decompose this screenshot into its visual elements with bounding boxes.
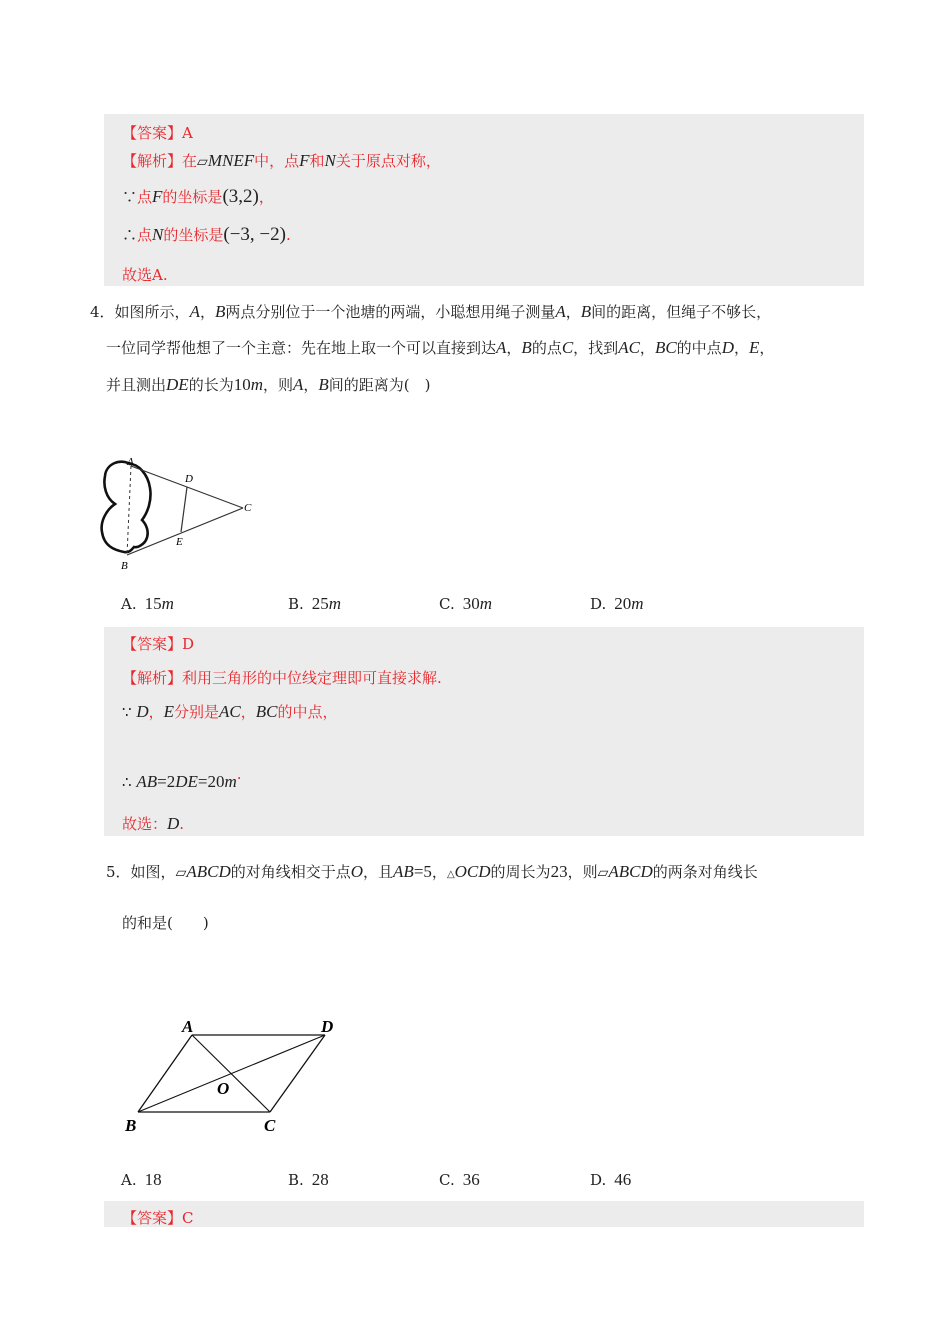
q5-parallelogram-figure [120,1010,350,1138]
math-var: AC [219,702,241,721]
answer-value: C [182,1209,194,1227]
q4-analysis-line [122,667,442,688]
analysis-tag: 【解析】 [122,152,183,170]
text: 一位同学帮他想了一个主意：先在地上取一个可以直接到达 [106,339,497,357]
option-value: 30 [462,594,480,613]
question-number: 5． [106,863,131,881]
math-var: A [555,302,566,321]
math-var: MNEF [207,151,255,170]
option-unit: m [328,594,342,613]
q3-because-line [122,186,274,208]
text: 故选： [122,815,168,833]
label-e: E [176,536,183,548]
math-var: ABCD [186,862,231,881]
answer-value: D [182,635,195,653]
q4-option-d[interactable] [590,594,644,614]
q5-option-b[interactable] [288,1170,329,1190]
text: ， [759,339,775,357]
option-letter: D. [590,1171,607,1189]
option-value: 18 [144,1170,162,1189]
math-var: AC [618,338,640,357]
text: ， [565,303,581,321]
therefore-symbol: ∴ [122,773,132,791]
label-b: B [121,560,128,572]
q5-option-d[interactable] [590,1170,631,1190]
math-var: E [163,702,175,721]
option-value: 46 [614,1170,632,1189]
answer-tag: 【答案】 [122,124,183,142]
math-var: E [748,338,760,357]
q4-choose-line [122,813,184,834]
segment-ab [127,466,131,555]
text: . [285,226,291,244]
q4-option-b[interactable] [288,594,341,614]
option-value: 20 [614,594,632,613]
number: 10 [233,375,251,394]
answer-tag: 【答案】 [122,1209,183,1227]
text: ，则 [567,863,598,881]
text: ， [258,188,274,206]
text: 间的距离，但绳子不够长， [591,303,772,321]
q5-line-2: 的和是( ) [122,914,209,932]
text: 的周长为 [490,863,551,881]
text: 的两条对角线长 [652,863,758,881]
option-unit: m [631,594,644,613]
math-var: D [167,814,180,833]
text: 在 [182,152,198,170]
q4-pond-figure [98,452,263,574]
text: ，且 [363,863,394,881]
text: 中，点 [254,152,300,170]
math-var: AB [136,772,158,791]
label-c: C [244,502,252,514]
option-value: 28 [311,1170,329,1189]
q4-because-line [122,701,338,722]
text: 两点分别位于一个池塘的两端，小聪想用绳子测量 [225,303,556,321]
q4-answer-line [122,633,194,654]
triangle-icon: △ [446,869,455,880]
text: 和 [309,152,325,170]
parallelogram-icon: ▱ [175,865,187,881]
math-var: DE [166,375,189,394]
text: ， [240,703,256,721]
math-var: m [224,772,237,791]
q4-line-1 [90,302,771,322]
coordinate: (3,2) [222,186,259,207]
text: 的坐标是 [162,188,223,206]
q4-option-a[interactable] [121,594,174,614]
text: 如图所示， [114,303,190,321]
math-var: B [521,338,532,357]
text: 如图， [130,863,176,881]
therefore-symbol: ∴ [122,226,138,244]
q3-answer-line [122,122,193,143]
text: 的中点 [676,339,722,357]
math-var: C [561,338,574,357]
math-var: BC [654,338,677,357]
q4-line-2 [106,338,774,358]
coordinate: (−3, −2) [223,224,286,245]
text: ， [303,376,319,394]
parallelogram-icon: ▱ [197,154,208,170]
analysis-text: 利用三角形的中位线定理即可直接求解. [182,669,442,687]
text: 的点 [531,339,562,357]
text: 点 [137,188,153,206]
because-symbol: ∵ [122,188,138,206]
math-expr: =2 [157,772,176,791]
q4-therefore-line [122,765,242,792]
question-number: 4． [90,303,115,321]
text: 并且测出 [106,376,167,394]
label-a: A [182,1017,194,1036]
option-letter: C. [439,1171,455,1189]
q4-line-3 [106,375,431,395]
text: ， [506,339,522,357]
math-var: OCD [454,862,491,881]
text: 的坐标是 [163,226,224,244]
text: . [236,765,242,783]
text: 间的距离为( ) [328,376,431,394]
text: 点 [137,226,153,244]
math-var: m [250,375,263,394]
math-var: N [152,225,164,244]
q5-option-c[interactable] [439,1170,480,1190]
option-letter: B. [288,595,304,613]
number: 23 [550,862,568,881]
because-symbol: ∵ [122,703,132,721]
text: . [179,815,185,833]
math-var: D [136,702,149,721]
text: ， [148,703,164,721]
q4-solution-box [104,627,864,836]
text: ， [639,339,655,357]
math-expr: =20 [197,772,225,791]
option-value: 25 [311,594,329,613]
q5-option-a[interactable] [121,1170,162,1190]
math-var: F [299,151,310,170]
math-var: A [189,302,200,321]
answer-tag: 【答案】 [122,635,183,653]
pond-outline [102,462,151,553]
math-var: A [496,338,507,357]
text: 的长为 [188,376,234,394]
segment-de [181,487,187,532]
q5-line-1 [106,862,758,885]
math-var: F [152,187,163,206]
label-c: C [264,1116,276,1135]
label-o: O [217,1079,230,1098]
math-var: BC [255,702,278,721]
option-value: 36 [462,1170,480,1189]
label-b: B [125,1116,137,1135]
math-expr: =5 [413,862,432,881]
label-d: D [185,473,193,485]
math-var: AB [393,862,414,881]
option-unit: m [479,594,492,613]
math-var: A [293,375,304,394]
q4-option-c[interactable] [439,594,492,614]
option-letter: B. [288,1171,304,1189]
math-var: ABCD [608,862,653,881]
q3-therefore-line [122,224,291,246]
text: ， [431,863,447,881]
q3-solution-box [104,114,864,286]
math-var: B [318,375,329,394]
text: 的中点， [277,703,338,721]
q3-choose-line: 故选A. [122,266,168,284]
label-a: A [127,456,134,468]
label-d: D [321,1017,334,1036]
option-letter: C. [439,595,455,613]
text: 关于原点对称， [335,152,441,170]
text: ， [199,303,215,321]
math-var: B [580,302,592,321]
option-value: 15 [144,594,162,613]
math-var: D [721,338,734,357]
text: ，找到 [573,339,619,357]
option-letter: D. [590,595,607,613]
math-var: O [350,862,364,881]
q5-answer-line [122,1207,194,1228]
parallelogram-icon: ▱ [597,865,609,881]
option-letter: A. [121,595,137,613]
math-var: DE [175,772,198,791]
q3-analysis-line [122,150,441,171]
q5-solution-box [104,1201,864,1227]
text: ， [733,339,749,357]
analysis-tag: 【解析】 [122,669,183,687]
option-unit: m [161,594,174,613]
text: 的对角线相交于点 [230,863,351,881]
option-letter: A. [121,1171,137,1189]
math-var: B [214,302,226,321]
text: 分别是 [174,703,220,721]
text: ，则 [262,376,293,394]
math-var: N [324,151,336,170]
answer-value: A [182,124,193,142]
